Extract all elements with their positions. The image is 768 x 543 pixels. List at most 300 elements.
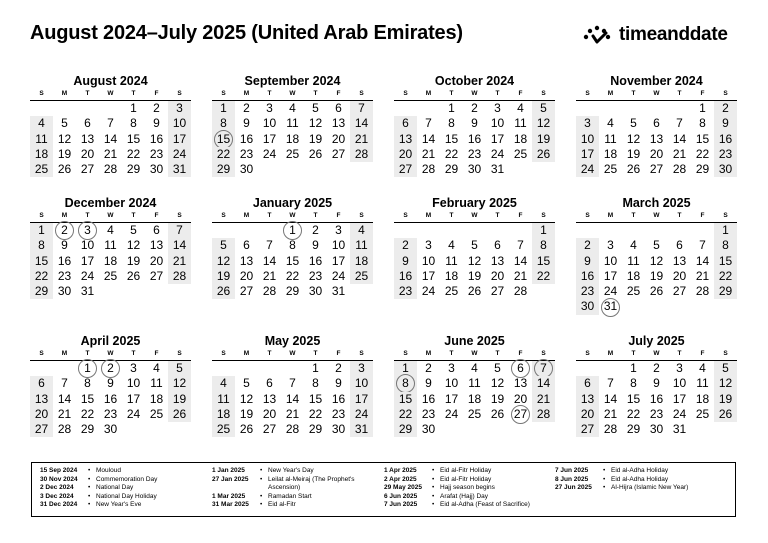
day-cell: 17 (444, 391, 459, 406)
day-cell: 22 (695, 146, 710, 161)
day-cell: 14 (695, 253, 710, 268)
day-cell: 7 (289, 376, 296, 391)
empty-cell (668, 101, 691, 116)
day-cell: 3 (168, 101, 191, 116)
day-cell: 13 (149, 238, 164, 253)
days-grid (394, 223, 555, 299)
weekday-label: T (131, 350, 136, 357)
day-cell: 11 (468, 376, 481, 391)
legend-item (384, 493, 530, 502)
day-cell: 21 (603, 406, 618, 421)
weekday-header (394, 349, 555, 361)
day-cell: 17 (331, 253, 346, 268)
day-cell: 27 (576, 422, 599, 437)
holiday-date: 3 Dec 2024 (40, 492, 74, 500)
day-cell: 8 (212, 116, 235, 131)
day-cell: 26 (714, 407, 737, 422)
day-cell: 5 (168, 361, 191, 376)
weekday-label: S (403, 212, 408, 219)
day-cell: 20 (576, 407, 599, 422)
day-cell: 19 (57, 146, 72, 161)
day-cell: 3 (494, 101, 501, 115)
day-cell: 28 (168, 269, 191, 284)
bullet-icon: • (603, 467, 606, 474)
day-cell: 14 (350, 116, 373, 131)
weekday-label: W (653, 90, 660, 97)
day-cell: 21 (103, 146, 118, 161)
day-cell: 25 (149, 406, 164, 421)
days-grid (576, 223, 737, 315)
day-cell: 2 (653, 361, 660, 375)
day-cell: 1 (394, 361, 417, 376)
day-cell: 21 (695, 268, 710, 283)
day-cell: 11 (30, 132, 53, 147)
day-cell: 10 (168, 116, 191, 131)
day-cell: 29 (695, 162, 710, 177)
day-cell: 19 (649, 268, 664, 283)
month-calendar (576, 196, 737, 315)
holiday-day-cell: 15 (212, 132, 235, 147)
weekday-label: M (425, 90, 432, 97)
weekday-label: T (495, 350, 500, 357)
day-cell: 16 (308, 253, 323, 268)
day-cell: 8 (699, 116, 706, 131)
weekday-label: S (177, 350, 182, 357)
day-cell: 9 (312, 238, 319, 253)
day-cell: 19 (532, 132, 555, 147)
day-cell: 10 (603, 253, 618, 268)
holiday-date: 6 Jun 2025 (384, 492, 418, 500)
legend-column (40, 467, 157, 510)
weekday-label: S (39, 90, 44, 97)
bullet-icon: • (88, 484, 91, 492)
holiday-date: 8 Jun 2025 (555, 475, 589, 483)
empty-cell (258, 223, 281, 238)
day-cell: 27 (490, 284, 505, 299)
days-grid (30, 223, 191, 299)
day-cell: 5 (212, 238, 235, 253)
day-cell: 13 (649, 131, 664, 146)
holiday-name: Al-Hijra (Islamic New Year) (611, 484, 689, 492)
weekday-label: S (723, 212, 728, 219)
weekday-label: S (359, 350, 364, 357)
holiday-date: 2 Apr 2025 (384, 475, 417, 483)
empty-cell (599, 361, 622, 376)
day-cell: 12 (467, 253, 482, 268)
day-cell: 14 (57, 391, 72, 406)
day-cell: 30 (57, 284, 72, 299)
day-cell: 25 (467, 406, 482, 421)
day-cell: 19 (308, 131, 323, 146)
weekday-label: F (336, 212, 341, 219)
month-name: April 2025 (80, 334, 141, 348)
day-cell: 18 (103, 253, 118, 268)
day-cell: 9 (335, 376, 342, 391)
day-cell: 29 (626, 422, 641, 437)
day-cell: 17 (603, 268, 618, 283)
month-calendar (30, 196, 191, 299)
day-cell: 29 (126, 162, 141, 177)
day-cell: 24 (490, 146, 505, 161)
day-cell: 10 (576, 132, 599, 147)
weekday-label: T (631, 212, 636, 219)
day-cell: 20 (672, 268, 687, 283)
empty-cell (599, 223, 622, 238)
legend-item (212, 484, 355, 493)
holiday-date: 27 Jan 2025 (212, 475, 249, 483)
day-cell: 1 (532, 223, 555, 238)
day-cell: 5 (653, 238, 660, 253)
weekday-label: T (677, 212, 682, 219)
empty-cell (53, 101, 76, 116)
day-cell: 26 (239, 422, 254, 437)
holiday-name: New Year's Eve (96, 501, 142, 509)
day-cell: 21 (57, 406, 72, 421)
day-cell: 8 (312, 376, 319, 391)
day-cell: 6 (153, 223, 160, 237)
day-cell: 31 (80, 284, 95, 299)
holiday-name: Ascension) (268, 484, 301, 492)
holiday-day-cell: 6 (509, 361, 532, 376)
day-cell: 18 (695, 391, 710, 406)
day-cell: 19 (626, 146, 641, 161)
weekday-label: T (267, 90, 272, 97)
day-cell: 10 (490, 116, 505, 131)
day-cell: 4 (630, 238, 637, 253)
weekday-label: F (154, 350, 159, 357)
day-cell: 3 (425, 238, 432, 253)
holiday-date: 30 Nov 2024 (40, 475, 78, 483)
day-cell: 23 (649, 406, 664, 421)
day-cell: 28 (350, 147, 373, 162)
empty-cell (486, 223, 509, 238)
day-cell: 12 (57, 131, 72, 146)
day-cell: 12 (239, 391, 254, 406)
day-cell: 23 (576, 284, 599, 299)
weekday-header (394, 89, 555, 101)
day-cell: 30 (331, 422, 346, 437)
day-cell: 14 (103, 131, 118, 146)
weekday-label: S (221, 212, 226, 219)
day-cell: 27 (394, 162, 417, 177)
legend-item (384, 501, 530, 510)
day-cell: 11 (212, 392, 235, 407)
day-cell: 8 (448, 116, 455, 131)
day-cell: 23 (239, 146, 254, 161)
day-cell: 12 (212, 254, 235, 269)
empty-cell (417, 101, 440, 116)
holiday-day-cell: 2 (53, 223, 76, 238)
day-cell: 21 (350, 132, 373, 147)
day-cell: 3 (350, 361, 373, 376)
day-cell: 15 (285, 253, 300, 268)
weekday-label: M (607, 350, 614, 357)
weekday-label: T (449, 212, 454, 219)
day-cell: 1 (312, 361, 319, 375)
empty-cell (76, 101, 99, 116)
day-cell: 20 (262, 406, 277, 421)
holiday-date: 7 Jun 2025 (555, 467, 589, 474)
legend-column (212, 467, 355, 510)
day-cell: 27 (239, 284, 254, 299)
day-cell: 16 (394, 269, 417, 284)
day-cell: 8 (130, 116, 137, 131)
holiday-name: New Year's Day (268, 467, 314, 474)
weekday-label: S (221, 350, 226, 357)
holiday-day-cell: 7 (532, 361, 555, 376)
day-cell: 8 (84, 376, 91, 391)
day-cell: 26 (649, 284, 664, 299)
weekday-label: F (336, 350, 341, 357)
day-cell: 17 (262, 131, 277, 146)
day-cell: 20 (80, 146, 95, 161)
day-cell: 12 (649, 253, 664, 268)
month-name: March 2025 (622, 196, 691, 210)
day-cell: 13 (262, 391, 277, 406)
days-grid (576, 101, 737, 177)
day-cell: 27 (672, 284, 687, 299)
weekday-label: F (336, 90, 341, 97)
weekday-header (576, 349, 737, 361)
month-name: July 2025 (628, 334, 685, 348)
day-cell: 26 (308, 146, 323, 161)
day-cell: 12 (626, 131, 641, 146)
day-cell: 29 (30, 284, 53, 299)
weekday-label: F (518, 90, 523, 97)
day-cell: 5 (494, 361, 501, 375)
day-cell: 15 (532, 254, 555, 269)
weekday-label: M (607, 212, 614, 219)
day-cell: 11 (286, 116, 299, 131)
day-cell: 4 (471, 361, 478, 375)
weekday-label: M (61, 90, 68, 97)
day-cell: 23 (394, 284, 417, 299)
weekday-label: F (154, 90, 159, 97)
day-cell: 25 (513, 146, 528, 161)
day-cell: 11 (604, 131, 617, 146)
weekday-label: T (85, 90, 90, 97)
day-cell: 11 (696, 376, 709, 391)
day-cell: 19 (168, 392, 191, 407)
day-cell: 4 (607, 116, 614, 131)
day-cell: 16 (149, 131, 164, 146)
weekday-header (576, 211, 737, 223)
legend-column (555, 467, 688, 493)
day-cell: 17 (490, 131, 505, 146)
day-cell: 16 (239, 131, 254, 146)
bullet-icon: • (603, 475, 606, 483)
bullet-icon: • (432, 484, 435, 492)
month-name: December 2024 (64, 196, 157, 210)
day-cell: 8 (714, 238, 737, 253)
day-cell: 21 (532, 392, 555, 407)
day-cell: 1 (714, 223, 737, 238)
day-cell: 14 (532, 376, 555, 391)
day-cell: 21 (421, 146, 436, 161)
holiday-name: Eid al-Fitr Holiday (440, 475, 492, 483)
day-cell: 20 (394, 147, 417, 162)
day-cell: 18 (444, 268, 459, 283)
empty-cell (622, 101, 645, 116)
day-cell: 15 (444, 131, 459, 146)
day-cell: 1 (212, 101, 235, 116)
weekday-label: F (518, 212, 523, 219)
day-cell: 5 (130, 223, 137, 237)
day-cell: 19 (490, 391, 505, 406)
day-cell: 31 (350, 422, 373, 437)
day-cell: 22 (30, 269, 53, 284)
day-cell: 18 (285, 131, 300, 146)
legend-item (555, 467, 688, 476)
day-cell: 31 (331, 284, 346, 299)
day-cell: 28 (532, 407, 555, 422)
day-cell: 27 (30, 422, 53, 437)
day-cell: 5 (61, 116, 68, 131)
day-cell: 19 (239, 406, 254, 421)
day-cell: 18 (212, 407, 235, 422)
day-cell: 11 (150, 376, 163, 391)
day-cell: 6 (266, 376, 273, 391)
day-cell: 25 (444, 284, 459, 299)
month-calendar (30, 74, 191, 177)
day-cell: 9 (153, 116, 160, 131)
day-cell: 18 (350, 254, 373, 269)
holiday-name: Eid al-Adha (Feast of Sacrifice) (440, 501, 530, 509)
day-cell: 24 (603, 284, 618, 299)
day-cell: 19 (212, 269, 235, 284)
month-name: January 2025 (252, 196, 333, 210)
day-cell: 20 (239, 268, 254, 283)
empty-cell (212, 361, 235, 376)
day-cell: 16 (331, 391, 346, 406)
day-cell: 11 (514, 116, 527, 131)
day-cell: 7 (607, 376, 614, 391)
day-cell: 10 (350, 376, 373, 391)
day-cell: 2 (576, 238, 599, 253)
day-cell: 23 (331, 406, 346, 421)
bullet-icon: • (260, 492, 263, 500)
holiday-date: 27 Jun 2025 (555, 484, 592, 492)
weekday-label: S (541, 350, 546, 357)
weekday-label: M (243, 90, 250, 97)
legend-item (555, 484, 688, 493)
month-calendar (212, 334, 373, 437)
weekday-label: S (585, 350, 590, 357)
empty-cell (53, 361, 76, 376)
day-cell: 25 (103, 268, 118, 283)
day-cell: 10 (444, 376, 459, 391)
weekday-label: W (653, 212, 660, 219)
day-cell: 30 (103, 422, 118, 437)
day-cell: 17 (421, 268, 436, 283)
holiday-name: Ramadan Start (268, 492, 312, 500)
bullet-icon: • (88, 501, 91, 509)
day-cell: 16 (649, 391, 664, 406)
weekday-label: S (359, 90, 364, 97)
day-cell: 7 (350, 101, 373, 116)
weekday-label: S (39, 350, 44, 357)
legend-item (212, 476, 355, 485)
holiday-date: 15 Sep 2024 (40, 467, 78, 474)
legend-item (40, 493, 157, 502)
day-cell: 1 (630, 361, 637, 375)
day-cell: 22 (126, 146, 141, 161)
legend-item (384, 484, 530, 493)
bullet-icon: • (260, 501, 263, 509)
weekday-label: W (107, 212, 114, 219)
holiday-legend (31, 462, 736, 517)
day-cell: 16 (467, 131, 482, 146)
day-cell: 26 (126, 268, 141, 283)
weekday-label: W (289, 212, 296, 219)
bullet-icon: • (432, 492, 435, 500)
day-cell: 6 (30, 376, 53, 391)
empty-cell (281, 361, 304, 376)
weekday-label: M (425, 212, 432, 219)
day-cell: 8 (289, 238, 296, 253)
day-cell: 14 (672, 131, 687, 146)
day-cell: 23 (57, 268, 72, 283)
weekday-label: T (495, 212, 500, 219)
day-cell: 8 (630, 376, 637, 391)
weekday-label: M (61, 212, 68, 219)
weekday-label: T (85, 212, 90, 219)
day-cell: 28 (57, 422, 72, 437)
day-cell: 29 (285, 284, 300, 299)
day-cell: 30 (149, 162, 164, 177)
day-cell: 17 (350, 392, 373, 407)
weekday-label: M (243, 212, 250, 219)
empty-cell (645, 101, 668, 116)
day-cell: 30 (649, 422, 664, 437)
weekday-header (212, 89, 373, 101)
day-cell: 4 (699, 361, 706, 375)
day-cell: 11 (445, 253, 458, 268)
legend-item (40, 484, 157, 493)
day-cell: 10 (126, 376, 141, 391)
day-cell: 26 (467, 284, 482, 299)
bullet-icon: • (432, 467, 435, 474)
day-cell: 16 (103, 391, 118, 406)
day-cell: 25 (626, 284, 641, 299)
day-cell: 2 (153, 101, 160, 115)
weekday-label: W (107, 350, 114, 357)
day-cell: 20 (649, 146, 664, 161)
month-name: August 2024 (73, 74, 148, 88)
day-cell: 20 (331, 131, 346, 146)
day-cell: 2 (394, 238, 417, 253)
days-grid (30, 361, 191, 437)
day-cell: 29 (212, 162, 235, 177)
day-cell: 3 (607, 238, 614, 253)
legend-item (40, 476, 157, 485)
holiday-day-cell: 31 (599, 299, 622, 314)
weekday-label: T (313, 212, 318, 219)
day-cell: 21 (672, 146, 687, 161)
day-cell: 2 (714, 101, 737, 116)
empty-cell (622, 223, 645, 238)
day-cell: 24 (331, 268, 346, 283)
day-cell: 6 (84, 116, 91, 131)
day-cell: 25 (30, 162, 53, 177)
day-cell: 16 (421, 391, 436, 406)
legend-item (40, 501, 157, 510)
day-cell: 27 (262, 422, 277, 437)
day-cell: 23 (103, 406, 118, 421)
month-calendar (576, 334, 737, 437)
weekday-label: F (700, 350, 705, 357)
day-cell: 3 (676, 361, 683, 375)
